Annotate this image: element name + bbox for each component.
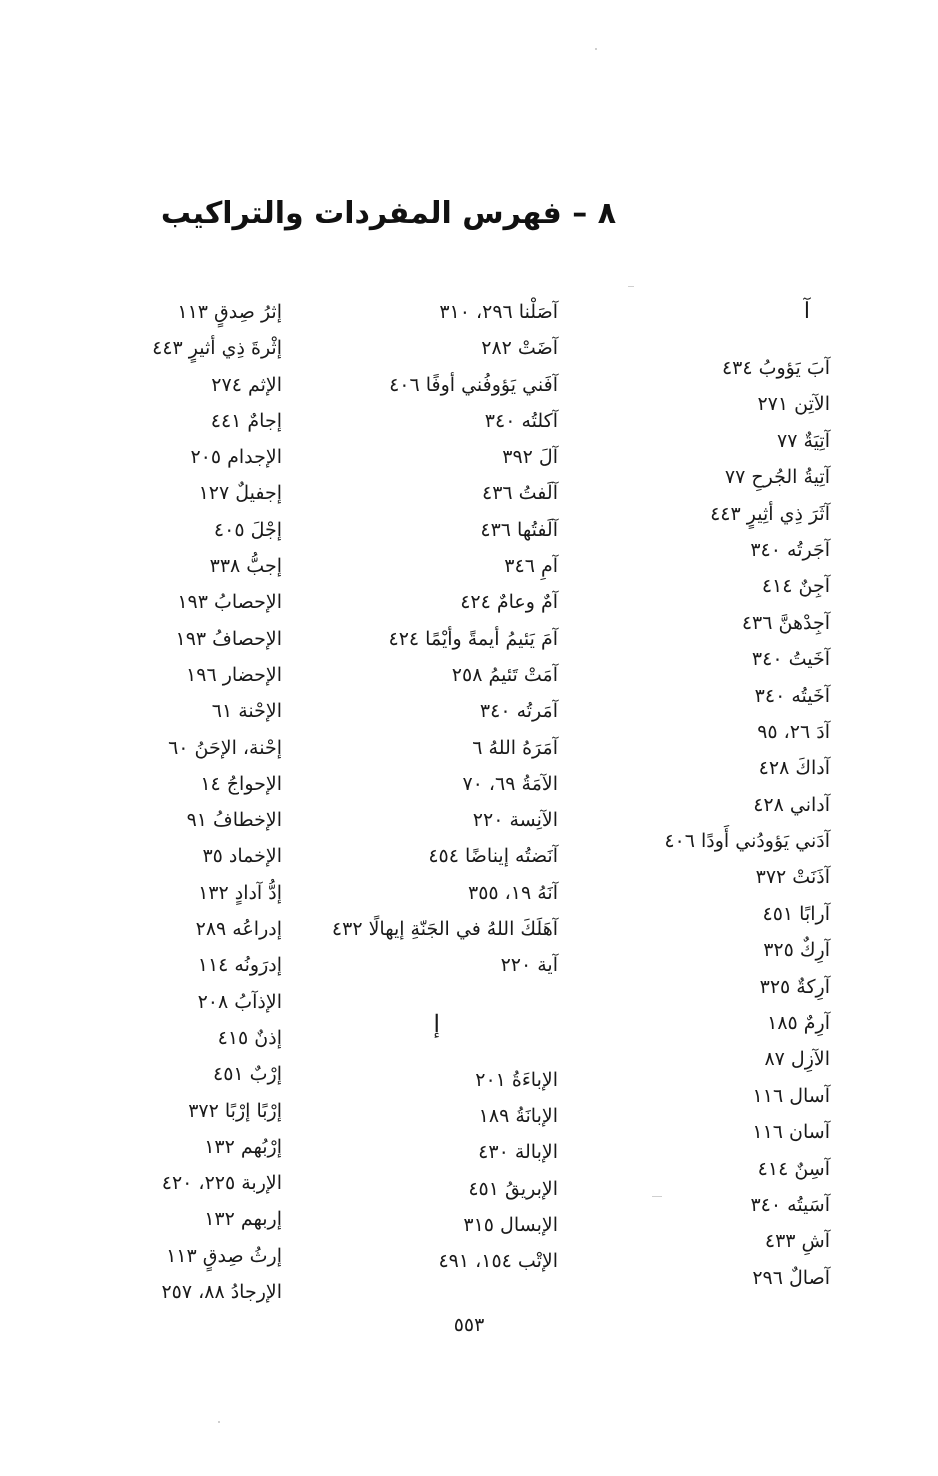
index-entry: آمٌ وعامٌ ٤٢٤	[460, 591, 558, 614]
index-entry: آسان ١١٦	[752, 1121, 830, 1144]
index-entry: آشِ ٤٣٣	[764, 1230, 830, 1253]
index-entry: الآزِل ٨٧	[764, 1048, 830, 1071]
index-entry: آبَ يَؤوبُ ٤٣٤	[721, 357, 830, 379]
index-entry: آفَني يَؤوفُني أوفًا ٤٠٦	[389, 373, 558, 396]
index-entry: آجَرتُه ٣٤٠	[750, 538, 830, 561]
index-entry: إدُّ آدادٍ ١٣٢	[198, 881, 282, 904]
index-entry: الآنِسة ٢٢٠	[472, 809, 558, 832]
index-entry: الآتِن ٢٧١	[757, 393, 830, 416]
index-entry: الإثم ٢٧٤	[211, 373, 282, 396]
index-entry: آرابًا ٤٥١	[762, 902, 830, 925]
scan-speck	[218, 1421, 220, 1423]
index-entry: الإباءَةُ ٢٠١	[475, 1068, 558, 1091]
entry-list	[82, 294, 282, 1310]
index-entry: إثْرةَ ذِي أثيرٍ ٤٤٣	[152, 337, 282, 360]
index-entry: آنَهُ ١٩، ٣٥٥	[467, 881, 558, 904]
index-entry: آلَفتُها ٤٣٦	[480, 518, 558, 541]
index-entry: آمَتْ تَئيمُ ٢٥٨	[451, 663, 558, 686]
index-entry: الإبالة ٤٣٠	[478, 1141, 558, 1164]
index-entry: آلَ ٣٩٢	[502, 446, 558, 469]
index-entry: آنَضتُه إيناضًا ٤٥٤	[428, 845, 558, 868]
section-title: ٨ – فهرس المفردات والتراكيب	[160, 196, 616, 231]
index-entry: الإحصابُ ١٩٣	[177, 591, 282, 614]
index-entry: آهَلَكَ اللهُ في الجَنّةِ إيهالًا ٤٣٢	[331, 918, 558, 941]
index-entry: آرِمٌ ١٨٥	[767, 1012, 830, 1035]
index-entry: آية ٢٢٠	[500, 954, 558, 977]
letter-heading: إ	[433, 1009, 440, 1038]
index-entry: آصَلْنا ٢٩٦، ٣١٠	[439, 301, 558, 323]
index-entry: إدرَونُه ١١٤	[197, 954, 282, 977]
index-entry: آجِدْهنَّ ٤٣٦	[741, 611, 830, 634]
index-entry: الإخطافُ ٩١	[186, 809, 282, 832]
index-entry: الإجدام ٢٠٥	[190, 446, 282, 469]
index-entry: الإبسال ٣١٥	[463, 1213, 558, 1236]
index-entry: الإحضار ١٩٦	[186, 663, 282, 686]
index-entry: الإذآبُ ٢٠٨	[197, 990, 282, 1013]
index-entry: آمَرتُه ٣٤٠	[479, 700, 558, 723]
index-entry: آكلتُه ٣٤٠	[484, 409, 558, 432]
entry-list	[298, 1062, 558, 1280]
index-column-left	[82, 294, 282, 1310]
index-entry: الإحواجُ ١٤	[200, 772, 282, 795]
index-entry: آتِيةُ الجُرحِ ٧٧	[724, 466, 830, 489]
scan-speck	[595, 48, 597, 50]
index-entry: آداكَ ٤٢٨	[758, 757, 830, 780]
index-entry: الإخماد ٣٥	[202, 845, 282, 868]
scan-speck	[652, 1196, 662, 1197]
index-entry: الإحْنة ٦١	[211, 700, 282, 723]
index-entry: إدراعُه ٢٨٩	[195, 918, 282, 941]
index-entry: الآمَةُ ٦٩، ٧٠	[462, 772, 558, 795]
index-entry: إذنٌ ٤١٥	[217, 1026, 282, 1049]
index-entry: آثَرَ ذِي أثِيرٍ ٤٤٣	[710, 502, 830, 525]
index-column-middle	[298, 294, 558, 1279]
scan-speck	[628, 286, 634, 287]
index-entry: إرْبُهم ١٣٢	[204, 1135, 282, 1158]
index-entry: إرْبٌ ٤٥١	[212, 1063, 282, 1086]
index-entry: آضَتْ ٢٨٢	[481, 337, 558, 360]
index-entry: إربهم ١٣٢	[204, 1208, 282, 1231]
page-number: ٥٥٣	[453, 1314, 485, 1336]
index-entry: آسال ١١٦	[752, 1084, 830, 1107]
index-entry: آسَيتُه ٣٤٠	[750, 1193, 830, 1216]
index-entry: الإحصافُ ١٩٣	[175, 627, 282, 650]
index-entry: آخَيتُ ٣٤٠	[751, 648, 830, 671]
letter-heading: آ	[803, 299, 810, 324]
index-entry: إجْلَ ٤٠٥	[213, 518, 282, 541]
index-entry: آمَرَهُ اللهُ ٦	[472, 736, 558, 759]
index-entry: الإبانَةُ ١٨٩	[478, 1104, 558, 1127]
index-entry: آتِيَةٌ ٧٧	[777, 429, 830, 452]
entry-list	[298, 294, 558, 984]
index-entry: آداني ٤٢٨	[753, 793, 830, 816]
entry-list	[540, 350, 830, 1296]
index-entry: آلَفتُ ٤٣٦	[481, 482, 558, 505]
index-entry: إجفيلٌ ١٢٧	[198, 482, 282, 505]
index-entry: إرْبًا إرْبًا ٣٧٢	[188, 1099, 282, 1122]
index-entry: إثرُ صِدقٍ ١١٣	[177, 301, 282, 323]
index-entry: آدَ ٢٦، ٩٥	[757, 720, 830, 743]
index-entry: الإتْب ١٥٤، ٤٩١	[438, 1250, 558, 1273]
index-entry: آسِنٌ ٤١٤	[757, 1157, 830, 1180]
index-entry: آدَني يَؤودُني أَودًا ٤٠٦	[664, 830, 830, 853]
index-entry: آرِكٌ ٣٢٥	[763, 939, 830, 962]
index-entry: إجبُّ ٣٣٨	[209, 555, 282, 578]
index-entry: آصالٌ ٢٩٦	[752, 1266, 830, 1289]
index-entry: آمِ ٣٤٦	[504, 555, 558, 578]
index-entry: آجِنٌ ٤١٤	[761, 575, 830, 598]
index-column-right	[540, 294, 830, 1296]
index-entry: إحْنة، الإحَنُ ٦٠	[168, 736, 282, 759]
index-entry: آرِكةٌ ٣٢٥	[759, 975, 830, 998]
index-entry: آذَنَتْ ٣٧٢	[755, 866, 830, 889]
index-entry: إرثُ صِدقٍ ١١٣	[166, 1244, 282, 1267]
index-entry: إجامٌ ٤٤١	[210, 409, 282, 432]
index-entry: آخَيتُه ٣٤٠	[754, 684, 830, 707]
index-entry: الإربة ٢٢٥، ٤٢٠	[161, 1172, 282, 1195]
index-entry: الإبريقُ ٤٥١	[468, 1177, 558, 1200]
index-entry: آمَ يَئيمُ أيمةً وأيْمًا ٤٢٤	[388, 627, 558, 650]
index-entry: الإرجادُ ٨٨، ٢٥٧	[161, 1281, 282, 1304]
